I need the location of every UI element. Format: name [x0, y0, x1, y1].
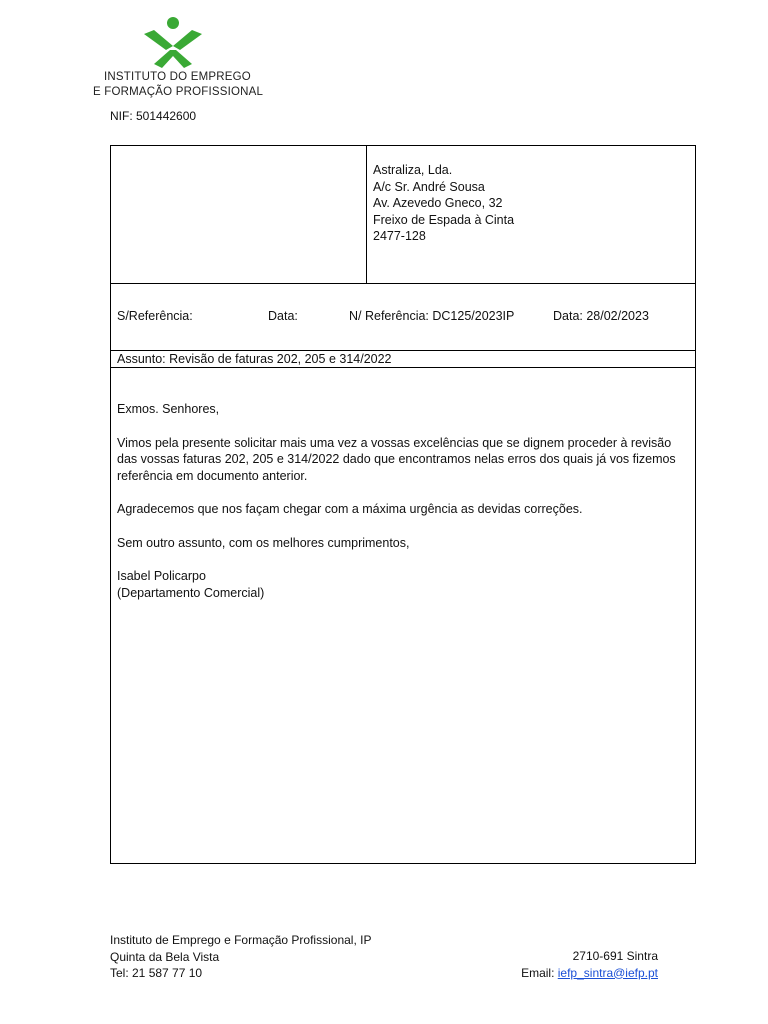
divider-subject [111, 367, 695, 368]
subject-line: Assunto: Revisão de faturas 202, 205 e 314/2022 [117, 352, 392, 366]
recipient-line: 2477-128 [373, 229, 426, 243]
divider-vertical [366, 146, 367, 283]
org-name-line2: E FORMAÇÃO PROFISSIONAL [93, 86, 264, 98]
footer-contact [521, 948, 658, 981]
email-label: Email: [521, 965, 558, 980]
recipient-line: A/c Sr. André Sousa [373, 179, 485, 194]
letter-date: Data: 28/02/2023 [553, 309, 649, 323]
footer-email-row [521, 965, 658, 982]
divider-references [111, 350, 695, 351]
letter-frame [110, 145, 696, 864]
org-name-line1: INSTITUTO DO EMPREGO [104, 71, 251, 83]
recipient-line: Freixo de Espada à Cinta [373, 212, 515, 227]
signature-name: Isabel Policarpo [117, 569, 206, 583]
email-link[interactable]: iefp_sintra@iefp.pt [557, 965, 658, 980]
s-referencia-label: S/Referência: [117, 309, 193, 323]
footer-line: Quinta da Bela Vista [110, 949, 220, 964]
closing: Sem outro assunto, com os melhores cumprimentos, [117, 535, 410, 550]
iefp-logo [140, 16, 206, 68]
signature-department: (Departamento Comercial) [117, 585, 265, 600]
body-paragraph-1: Vimos pela presente solicitar mais uma vez a vossas excelências que se dignem proceder à revisão das vossas faturas 202, 205 e 314/2022 dado que encontramos nelas erros dos quais já vos fizemos referência em documento anterior. [117, 435, 676, 483]
divider-address [111, 283, 695, 284]
n-referencia: N/ Referência: DC125/2023IP [349, 309, 515, 323]
data-label: Data: [268, 309, 298, 323]
nif-number: NIF: 501442600 [110, 109, 197, 123]
recipient-line: Astraliza, Lda. [373, 163, 453, 177]
greeting: Exmos. Senhores, [117, 402, 220, 416]
letter-body [117, 401, 687, 601]
footer-postal: 2710-691 Sintra [572, 949, 658, 963]
footer-phone: Tel: 21 587 77 10 [110, 966, 203, 980]
body-paragraph-2: Agradecemos que nos façam chegar com a máxima urgência as devidas correções. [117, 502, 583, 516]
recipient-line: Av. Azevedo Gneco, 32 [373, 196, 503, 210]
recipient-address [373, 162, 514, 245]
footer-line: Instituto de Emprego e Formação Profissional, IP [110, 933, 372, 947]
footer-address [110, 932, 371, 982]
